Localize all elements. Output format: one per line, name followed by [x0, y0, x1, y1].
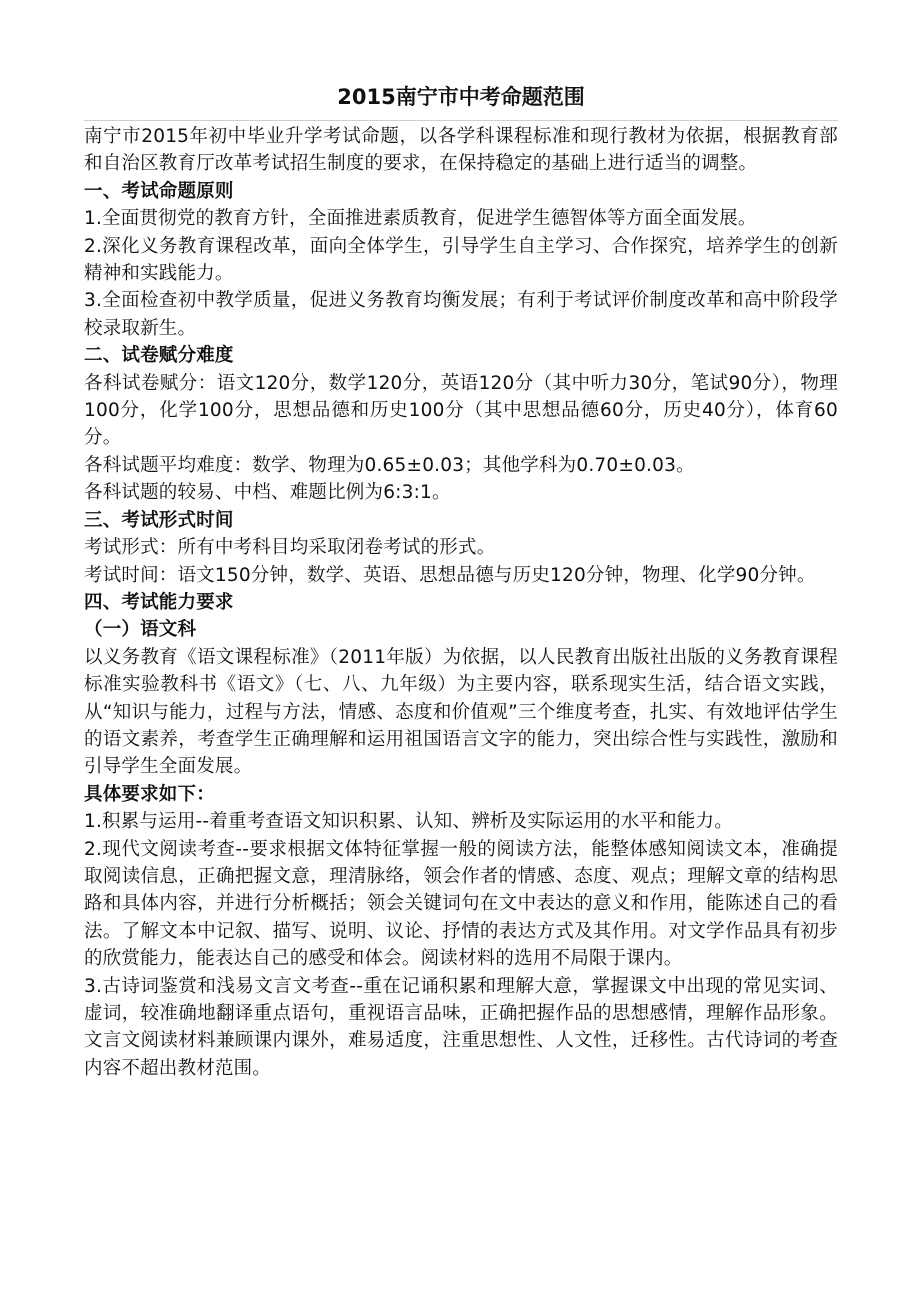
body-paragraph: 3.古诗词鉴赏和浅易文言文考查--重在记诵积累和理解大意，掌握课文中出现的常见实词、虚词，较准确地翻译重点语句，重视语言品味，正确把握作品的思想感情，理解作品形象。文言文阅读材料兼顾课内课外，难易适度，注重思想性、人文性，迁移性。古代诗词的考查内容不超出教材范围。: [84, 975, 838, 1079]
section-heading: 一、考试命题原则: [84, 180, 234, 202]
section-heading: 三、考试形式时间: [84, 509, 234, 531]
document-page: [84, 82, 838, 1082]
body-paragraph: 考试形式：所有中考科目均采取闭卷考试的形式。: [84, 537, 496, 559]
body-paragraph: 1.全面贯彻党的教育方针，全面推进素质教育，促进学生德智体等方面全面发展。: [84, 208, 757, 230]
section-heading: 四、考试能力要求: [84, 591, 234, 613]
body-paragraph: 各科试题的较易、中档、难题比例为6:3:1。: [84, 482, 451, 504]
body-paragraph: 2.深化义务教育课程改革，面向全体学生，引导学生自主学习、合作探究，培养学生的创新精神和实践能力。: [84, 235, 838, 285]
body-paragraph: 各科试卷赋分：语文120分，数学120分，英语120分（其中听力30分，笔试90分），物理100分，化学100分，思想品德和历史100分（其中思想品德60分，历史40分），体育60分。: [84, 372, 838, 449]
section-heading: 具体要求如下：: [84, 783, 215, 805]
body-paragraph: 1.积累与运用--着重考查语文知识积累、认知、辨析及实际运用的水平和能力。: [84, 811, 733, 833]
body-paragraph: 各科试题平均难度：数学、物理为0.65±0.03；其他学科为0.70±0.03。: [84, 454, 695, 476]
body-paragraph: 以义务教育《语文课程标准》（2011年版）为依据，以人民教育出版社出版的义务教育课程标准实验教科书《语文》（七、八、九年级）为主要内容，联系现实生活，结合语文实践，从“知识与能力，过程与方法，情感、态度和价值观”三个维度考查，扎实、有效地评估学生的语文素养，考查学生正确理解和运用祖国语言文字的能力，突出综合性与实践性，激励和引导学生全面发展。: [84, 646, 838, 778]
body-paragraph: 考试时间：语文150分钟，数学、英语、思想品德与历史120分钟，物理、化学90分钟。: [84, 564, 816, 586]
body-paragraph: 3.全面检查初中教学质量，促进义务教育均衡发展；有利于考试评价制度改革和高中阶段学校录取新生。: [84, 290, 838, 339]
body-paragraph: 南宁市2015年初中毕业升学考试命题，以各学科课程标准和现行教材为依据，根据教育部和自治区教育厅改革考试招生制度的要求，在保持稳定的基础上进行适当的调整。: [84, 126, 838, 175]
body-paragraph: 2.现代文阅读考查--要求根据文体特征掌握一般的阅读方法，能整体感知阅读文本，准确提取阅读信息，正确把握文意，理清脉络，领会作者的情感、态度、观点；理解文章的结构思路和具体内容，并进行分析概括；领会关键词句在文中表达的意义和作用，能陈述自己的看法。了解文本中记叙、描写、说明、议论、抒情的表达方式及其作用。对文学作品具有初步的欣赏能力，能表达自己的感受和体会。阅读材料的选用不局限于课内。: [84, 838, 838, 970]
document-body: [84, 123, 838, 1082]
page-title: 2015南宁市中考命题范围: [337, 85, 585, 109]
section-heading: （一）语文科: [84, 619, 197, 641]
title-divider: [84, 120, 838, 121]
section-heading: 二、试卷赋分难度: [84, 345, 234, 367]
